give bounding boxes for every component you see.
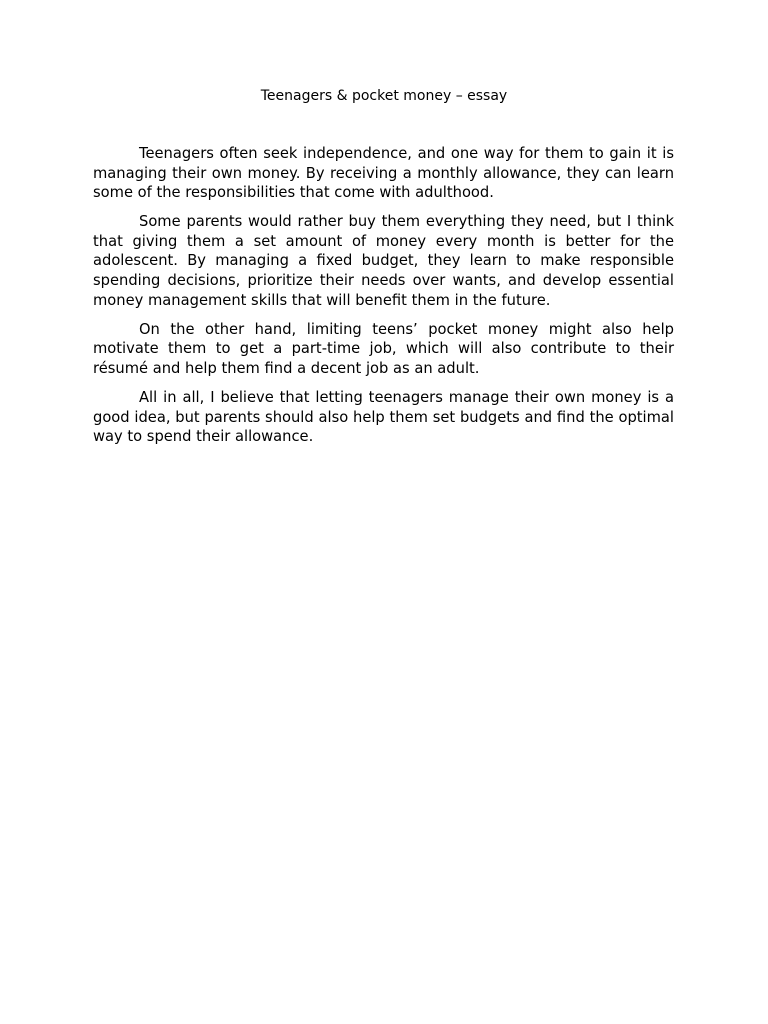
essay-paragraph-2: Some parents would rather buy them everything they need, but I think that giving them a set amount of money every month is better for the adolescent. By managing a fixed budget, they learn to make responsible spending decisions, prioritize their needs over wants, and develop essential money management skills that will benefit them in the future. [93, 213, 674, 309]
essay-paragraph-3: On the other hand, limiting teens’ pocket money might also help motivate them to get a part-time job, which will also contribute to their résumé and help them find a decent job as an adult. [93, 320, 674, 377]
essay-body [93, 144, 674, 456]
essay-paragraph-4: All in all, I believe that letting teenagers manage their own money is a good idea, but parents should also help them set budgets and find the optimal way to spend their allowance. [93, 389, 674, 446]
document-title: Teenagers & pocket money – essay [260, 88, 508, 104]
essay-paragraph-1: Teenagers often seek independence, and one way for them to gain it is managing their own money. By receiving a monthly allowance, they can learn some of the responsibilities that come with adulthood. [93, 145, 674, 202]
